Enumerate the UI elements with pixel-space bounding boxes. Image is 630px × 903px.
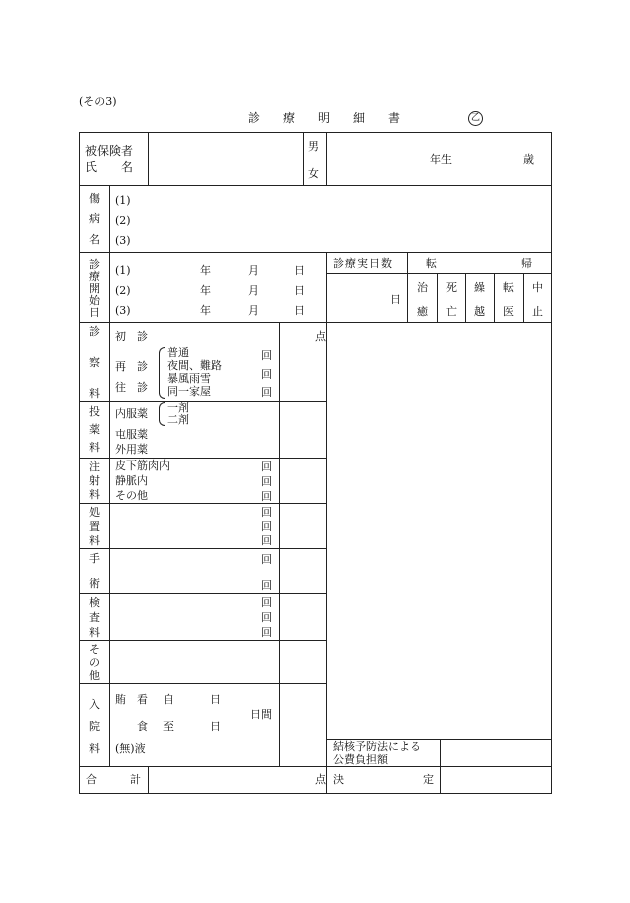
outcome-cure-top: 治 [417,281,428,294]
times-unit: 回 [261,368,272,381]
days-count-unit: 日 [390,293,401,306]
visit-subitem: 暴風雨雪 [167,372,211,385]
disease-item: (2) [115,214,131,227]
meal-label: 食 [137,720,148,733]
liquid-label: (無)液 [115,742,146,755]
treatment-label-char: 料 [89,534,100,547]
day-label: 日 [294,284,305,297]
others-label-char: 他 [89,669,100,682]
meals-label: 賄 [115,693,126,706]
start-date-label-char: 始 [89,294,100,307]
disease-label-char: 傷 [89,192,100,205]
month-label: 月 [248,284,259,297]
others-label-char: の [89,656,100,669]
medicine-label-char: 料 [89,441,100,454]
page-number: (その3) [79,95,117,108]
dose-item: 二剤 [167,413,189,426]
times-unit: 回 [261,475,272,488]
title-char: 診 [248,111,261,125]
times-unit: 回 [261,626,272,639]
times-unit: 回 [261,460,272,473]
year-label: 年 [200,284,211,297]
outcome-label-ten: 転 [426,257,437,270]
visit-subitem: 同一家屋 [167,385,211,398]
disease-item: (1) [115,194,131,207]
times-unit: 回 [261,611,272,624]
times-unit: 回 [261,349,272,362]
from-label: 自 [163,693,174,706]
title-char: 療 [283,111,296,125]
inspection-label-char: 料 [89,626,100,639]
injection-label-char: 料 [89,488,100,501]
start-date-label-char: 診 [89,258,100,271]
treatment-label-char: 処 [89,506,100,519]
year-label: 年 [200,304,211,317]
circled-mark: 乙 [468,111,483,126]
exam-fee-label-char: 診 [89,325,100,338]
outcome-carry-bottom: 越 [474,305,485,318]
title-char: 細 [353,111,366,125]
month-label: 月 [248,264,259,277]
inspection-label-char: 査 [89,611,100,624]
day-label: 日 [294,304,305,317]
start-date-item: (1) [115,264,131,277]
duration-label: 日間 [250,708,272,721]
start-date-label-char: 療 [89,270,100,283]
total-points-unit: 点 [315,773,326,786]
times-unit: 回 [261,579,272,592]
revisit-label: 再 診 [115,360,148,373]
disease-label-char: 名 [89,233,100,246]
injection-item: 静脈内 [115,474,148,487]
days-count-label: 診療実日数 [333,257,393,270]
outcome-label-ki: 帰 [521,257,532,270]
day-label: 日 [210,693,221,706]
start-date-item: (3) [115,304,131,317]
external-medicine-label: 外用薬 [115,443,148,456]
outcome-death-top: 死 [446,281,457,294]
home-visit-label: 往 診 [115,381,148,394]
exam-fee-label-char: 料 [89,387,100,400]
decision-label-right: 定 [423,773,434,786]
dose-item: 一剤 [167,401,189,414]
treatment-label-char: 置 [89,520,100,533]
insured-label: 被保険者 [85,144,134,158]
age-label: 歳 [523,153,534,166]
times-unit: 回 [261,506,272,519]
times-unit: 回 [261,386,272,399]
start-date-label-char: 日 [89,306,100,319]
disease-item: (3) [115,234,131,247]
points-unit: 点 [315,330,326,343]
tb-law-label: 結核予防法による [333,740,421,753]
birth-year-label: 年生 [430,153,452,166]
first-visit-label: 初 診 [115,330,148,343]
visit-subitem: 普通 [167,346,189,359]
others-label-char: そ [89,643,100,656]
start-date-item: (2) [115,284,131,297]
disease-label-char: 病 [89,212,100,225]
outcome-stop-bottom: 止 [532,305,543,318]
surgery-label-char: 術 [89,577,100,590]
hospital-label-char: 入 [89,698,100,711]
injection-item: その他 [115,489,148,502]
times-unit: 回 [261,534,272,547]
nursing-label: 看 [137,693,148,706]
injection-item: 皮下筋肉内 [115,459,170,472]
surgery-label-char: 手 [89,552,100,565]
outcome-transfer-bottom: 医 [503,305,514,318]
exam-fee-label-char: 察 [89,356,100,369]
medicine-label-char: 投 [89,405,100,418]
brace-icon [159,347,165,399]
times-unit: 回 [261,520,272,533]
injection-label-char: 射 [89,474,100,487]
inspection-label-char: 検 [89,596,100,609]
total-label-right: 計 [130,773,141,786]
internal-medicine-label: 内服薬 [115,407,148,420]
year-label: 年 [200,264,211,277]
outcome-carry-top: 繰 [474,281,485,294]
month-label: 月 [248,304,259,317]
title-char: 明 [318,111,331,125]
times-unit: 回 [261,553,272,566]
sex-female-option: 女 [308,167,319,180]
day-label: 日 [210,720,221,733]
prepared-medicine-label: 屯服薬 [115,428,148,441]
day-label: 日 [294,264,305,277]
public-burden-label: 公費負担額 [333,753,388,766]
total-label-left: 合 [86,773,97,786]
hospital-label-char: 料 [89,742,100,755]
sex-male-option: 男 [308,140,319,153]
name-label: 氏 名 [85,160,134,174]
decision-label-left: 決 [333,773,344,786]
outcome-transfer-top: 転 [503,281,514,294]
hospital-label-char: 院 [89,720,100,733]
outcome-death-bottom: 亡 [446,305,457,318]
title-char: 書 [388,111,401,125]
brace-icon [159,402,165,426]
outcome-cure-bottom: 癒 [417,305,428,318]
visit-subitem: 夜間、難路 [167,359,222,372]
times-unit: 回 [261,596,272,609]
outcome-stop-top: 中 [532,281,543,294]
medicine-label-char: 薬 [89,423,100,436]
start-date-label-char: 開 [89,282,100,295]
injection-label-char: 注 [89,460,100,473]
times-unit: 回 [261,490,272,503]
to-label: 至 [163,720,174,733]
